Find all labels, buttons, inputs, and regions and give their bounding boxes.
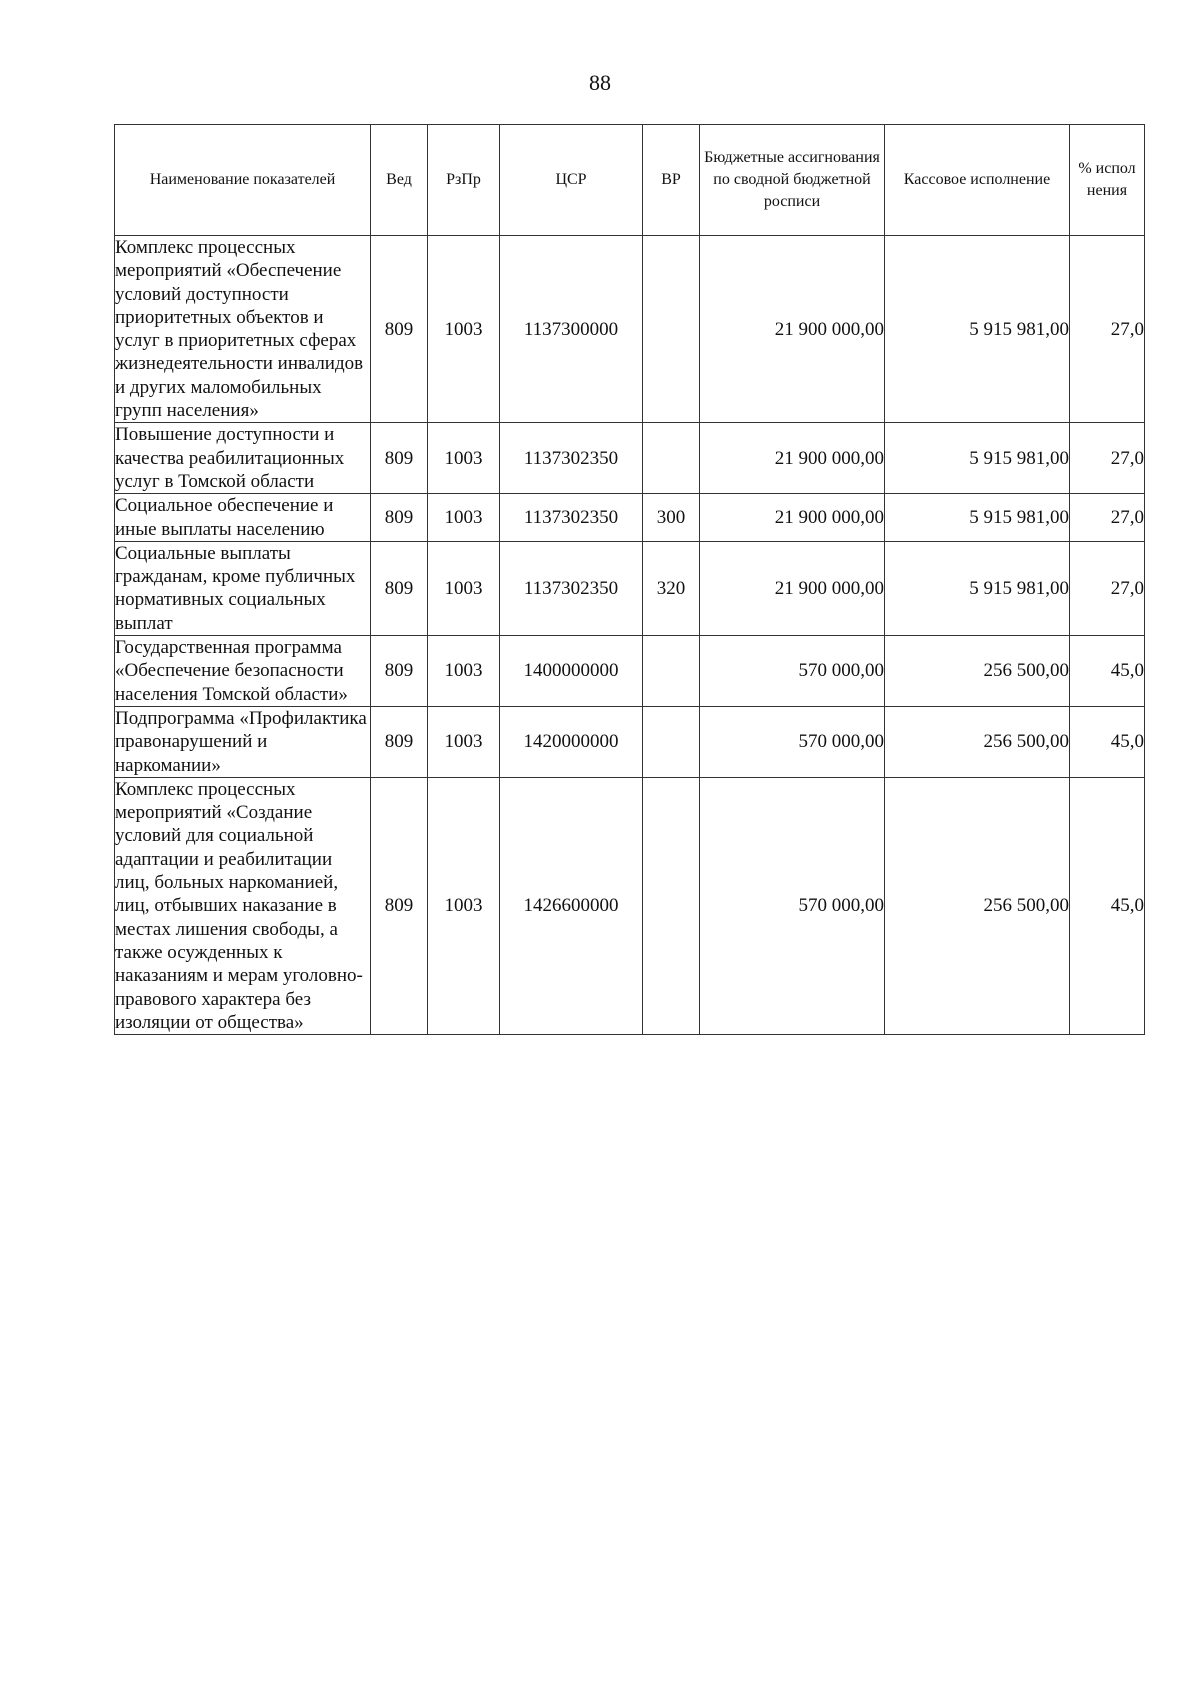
- header-vr: ВР: [643, 125, 700, 236]
- cell-vr: [643, 777, 700, 1034]
- cell-vr: [643, 423, 700, 494]
- table-row: [115, 423, 1145, 494]
- cell-ved: 809: [371, 236, 428, 423]
- table-row: [115, 777, 1145, 1034]
- cell-budget: 21 900 000,00: [700, 494, 885, 542]
- cell-budget: 570 000,00: [700, 636, 885, 707]
- cell-percent: 27,0: [1070, 423, 1145, 494]
- cell-name: Социальные выплаты гражданам, кроме публичных нормативных социальных выплат: [115, 541, 371, 635]
- cell-rzpr: 1003: [428, 494, 500, 542]
- cell-cash: 256 500,00: [885, 706, 1070, 777]
- cell-ved: 809: [371, 777, 428, 1034]
- cell-vr: 300: [643, 494, 700, 542]
- cell-budget: 21 900 000,00: [700, 236, 885, 423]
- cell-name: Комплекс процессных мероприятий «Создание условий для социальной адаптации и реабилитации лиц, больных наркоманией, лиц, отбывших наказание в местах лишения свободы, а также осужденных к наказаниям и мерам уголовно-правового характера без изоляции от общества»: [115, 777, 371, 1034]
- cell-name: Повышение доступности и качества реабилитационных услуг в Томской области: [115, 423, 371, 494]
- cell-rzpr: 1003: [428, 777, 500, 1034]
- cell-cash: 256 500,00: [885, 777, 1070, 1034]
- cell-cash: 5 915 981,00: [885, 236, 1070, 423]
- header-rzpr: РзПр: [428, 125, 500, 236]
- cell-budget: 21 900 000,00: [700, 423, 885, 494]
- cell-cash: 5 915 981,00: [885, 494, 1070, 542]
- cell-cash: 5 915 981,00: [885, 541, 1070, 635]
- cell-vr: [643, 236, 700, 423]
- cell-vr: [643, 636, 700, 707]
- cell-name: Социальное обеспечение и иные выплаты населению: [115, 494, 371, 542]
- table-row: [115, 494, 1145, 542]
- cell-percent: 45,0: [1070, 636, 1145, 707]
- cell-rzpr: 1003: [428, 706, 500, 777]
- cell-csr: 1137302350: [500, 494, 643, 542]
- cell-ved: 809: [371, 494, 428, 542]
- cell-rzpr: 1003: [428, 236, 500, 423]
- header-budget-allocations: Бюджетные ассигнования по сводной бюджетной росписи: [700, 125, 885, 236]
- cell-csr: 1137302350: [500, 541, 643, 635]
- header-csr: ЦСР: [500, 125, 643, 236]
- cell-cash: 256 500,00: [885, 636, 1070, 707]
- header-cash-execution: Кассовое исполнение: [885, 125, 1070, 236]
- budget-execution-table: [114, 124, 1145, 1035]
- cell-rzpr: 1003: [428, 541, 500, 635]
- header-execution-percent: % испол нения: [1070, 125, 1145, 236]
- cell-name: Подпрограмма «Профилактика правонарушений и наркомании»: [115, 706, 371, 777]
- table-row: [115, 706, 1145, 777]
- cell-csr: 1420000000: [500, 706, 643, 777]
- cell-csr: 1137302350: [500, 423, 643, 494]
- cell-csr: 1426600000: [500, 777, 643, 1034]
- header-ved: Вед: [371, 125, 428, 236]
- cell-csr: 1400000000: [500, 636, 643, 707]
- cell-ved: 809: [371, 706, 428, 777]
- cell-budget: 570 000,00: [700, 706, 885, 777]
- cell-cash: 5 915 981,00: [885, 423, 1070, 494]
- cell-rzpr: 1003: [428, 636, 500, 707]
- table-row: [115, 236, 1145, 423]
- cell-percent: 27,0: [1070, 541, 1145, 635]
- cell-percent: 45,0: [1070, 706, 1145, 777]
- cell-vr: [643, 706, 700, 777]
- cell-rzpr: 1003: [428, 423, 500, 494]
- page-number: 88: [589, 70, 611, 95]
- header-indicator-name: Наименование показателей: [115, 125, 371, 236]
- cell-vr: 320: [643, 541, 700, 635]
- table-row: [115, 636, 1145, 707]
- cell-percent: 45,0: [1070, 777, 1145, 1034]
- table-header-row: [115, 125, 1145, 236]
- cell-ved: 809: [371, 541, 428, 635]
- cell-percent: 27,0: [1070, 494, 1145, 542]
- table-row: [115, 541, 1145, 635]
- cell-csr: 1137300000: [500, 236, 643, 423]
- cell-percent: 27,0: [1070, 236, 1145, 423]
- cell-ved: 809: [371, 423, 428, 494]
- cell-budget: 570 000,00: [700, 777, 885, 1034]
- cell-budget: 21 900 000,00: [700, 541, 885, 635]
- cell-ved: 809: [371, 636, 428, 707]
- cell-name: Комплекс процессных мероприятий «Обеспечение условий доступности приоритетных объектов и услуг в приоритетных сферах жизнедеятельности инвалидов и других маломобильных групп населения»: [115, 236, 371, 423]
- cell-name: Государственная программа «Обеспечение безопасности населения Томской области»: [115, 636, 371, 707]
